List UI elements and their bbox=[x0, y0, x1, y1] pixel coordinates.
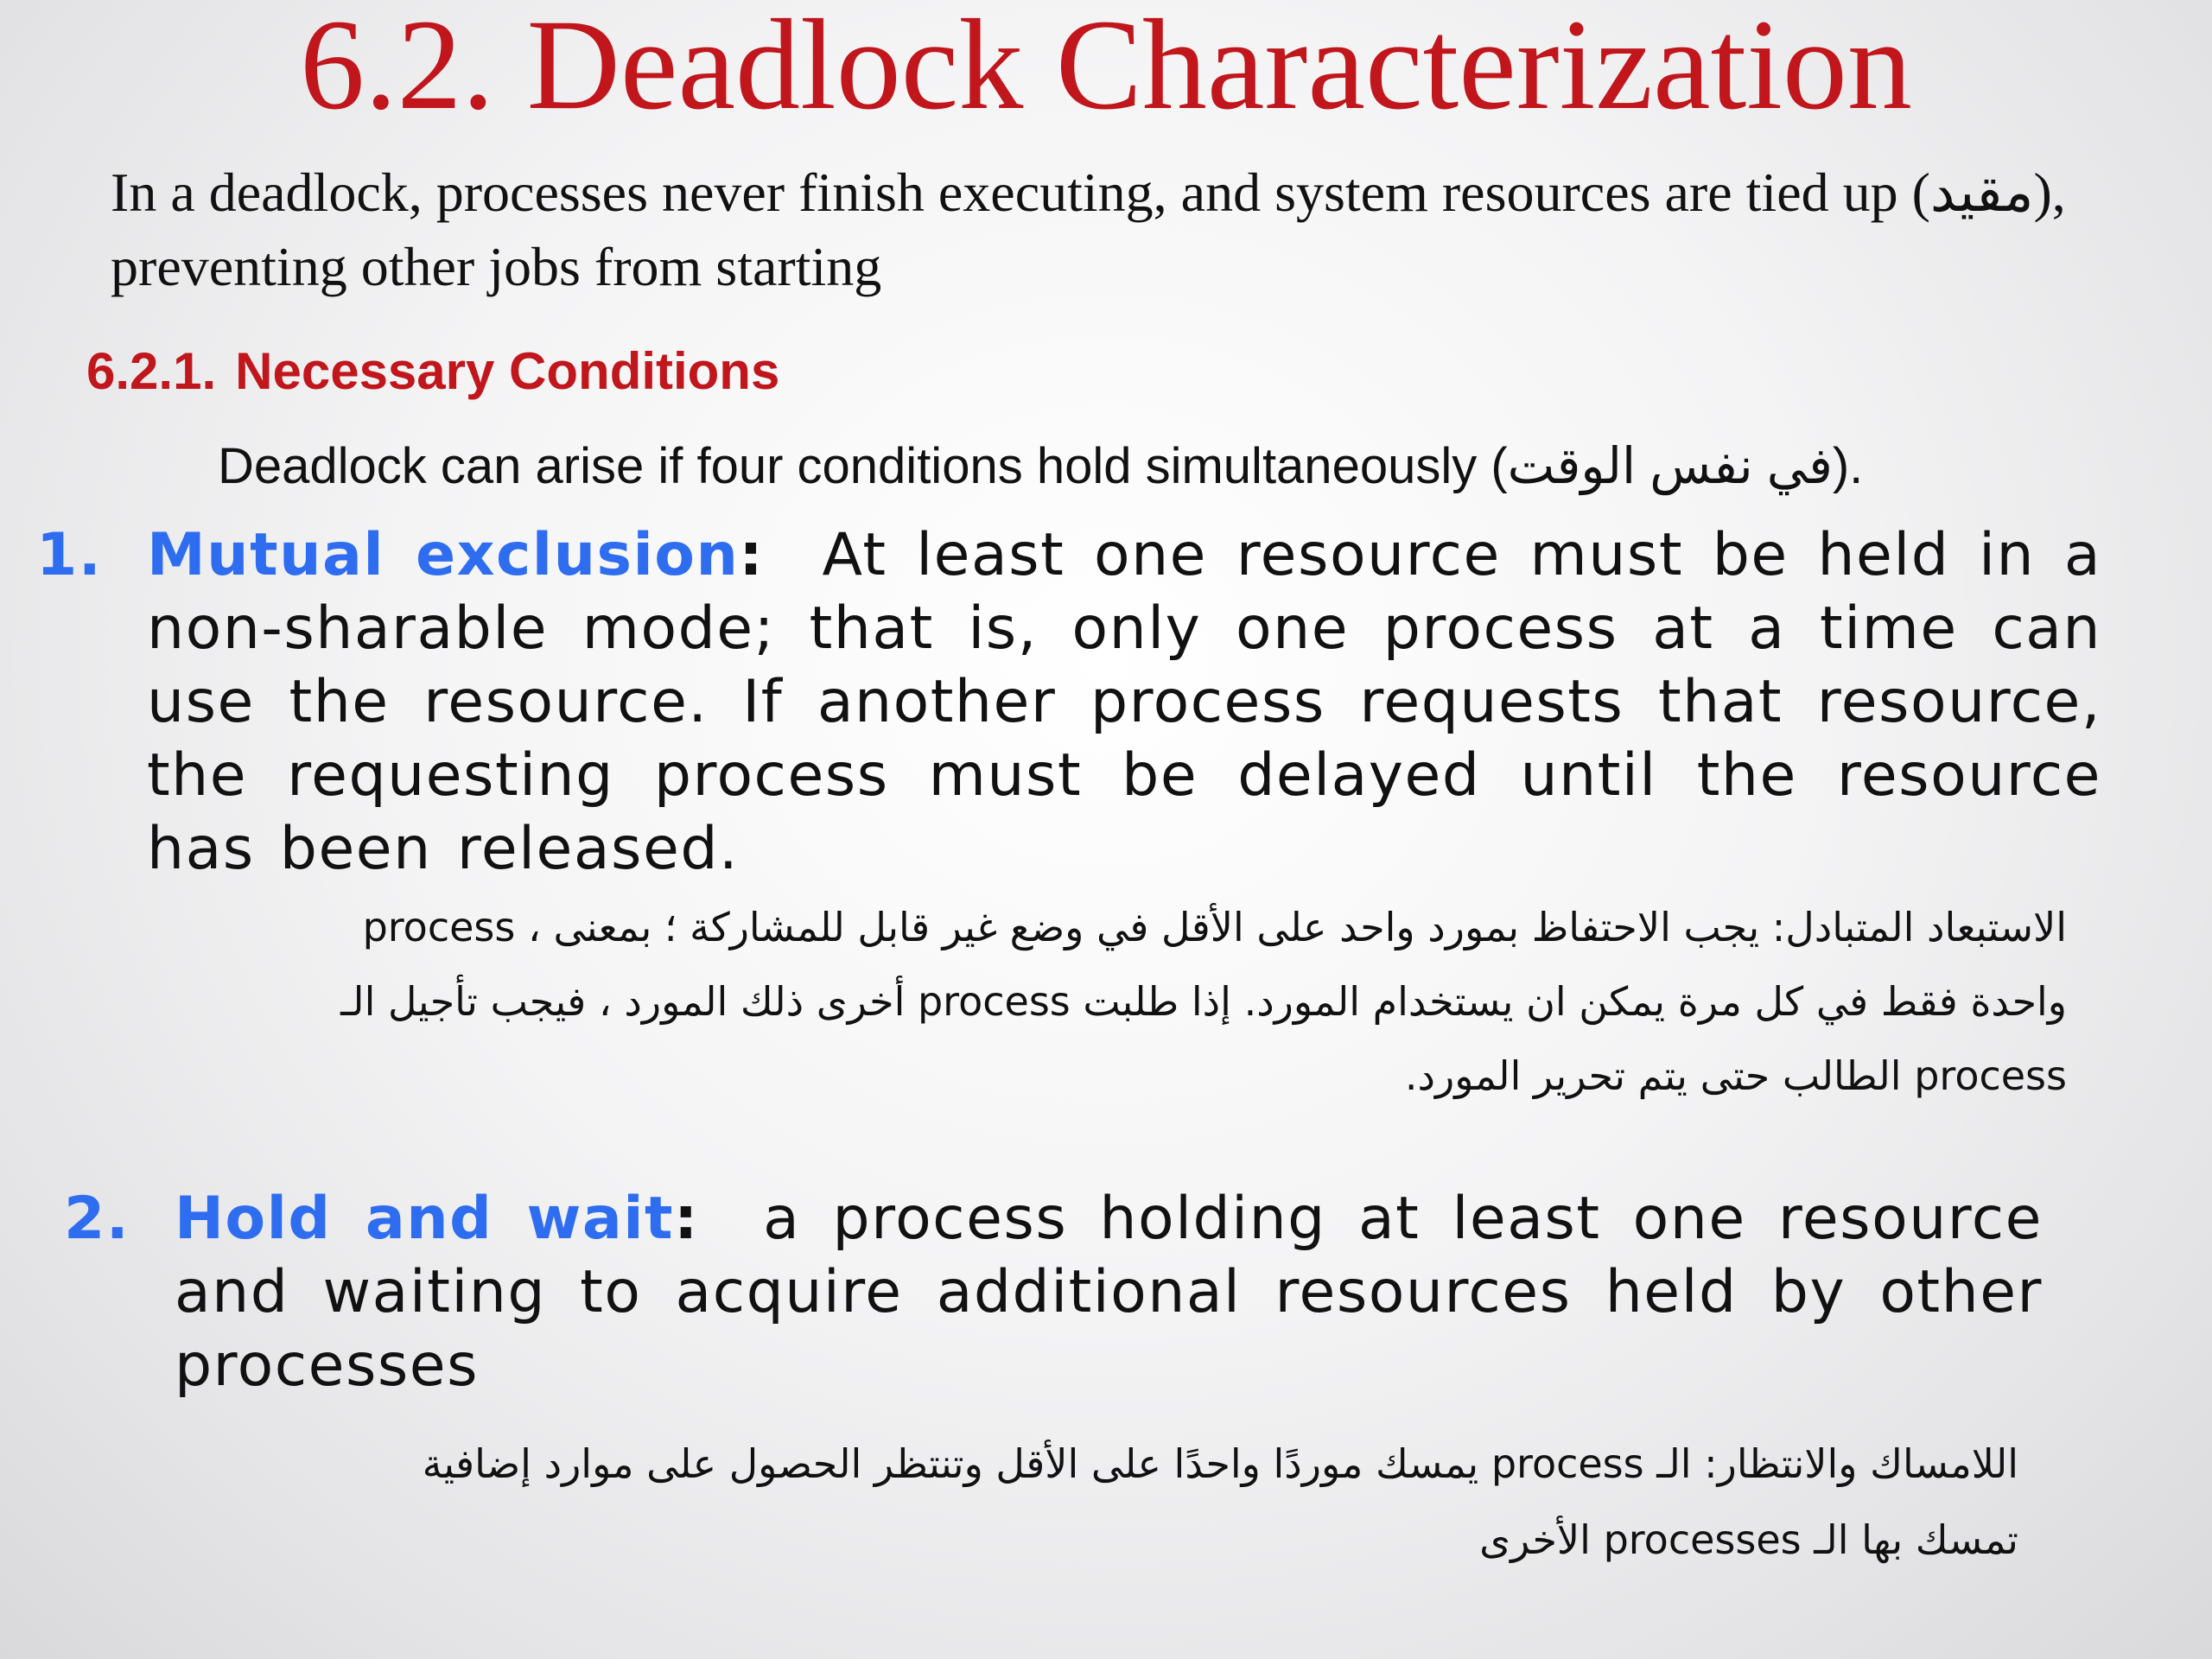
section-heading bbox=[86, 337, 779, 406]
list-marker: 2. bbox=[64, 1185, 130, 1253]
term-colon: : bbox=[674, 1185, 699, 1253]
arabic-line: اللامساك والانتظار: الـ process يمسك موردًا واحدًا على الأقل وتنتظر الحصول على موارد إضافية bbox=[422, 1440, 2018, 1487]
section-title: Necessary Conditions bbox=[235, 342, 780, 400]
condition-text: a process holding at least one resource and waiting to acquire additional resources held by other processes bbox=[175, 1185, 2043, 1400]
arabic-line: process الطالب حتى يتم تحرير المورد. bbox=[1404, 1052, 2067, 1099]
arabic-translation-mutual-exclusion bbox=[242, 890, 2067, 1113]
slide-title: 6.2. Deadlock Characterization bbox=[300, 0, 1912, 137]
arabic-line: تمسك بها الـ processes الأخرى bbox=[1479, 1516, 2018, 1563]
condition-text: At least one resource must be held in a non-sharable mode; that is, only one process at a time can use the resource. If another process requests that resource, the requesting process must be delayed until the resource has been released. bbox=[147, 521, 2102, 883]
section-number: 6.2.1. bbox=[86, 342, 217, 400]
list-marker: 1. bbox=[36, 521, 103, 589]
condition-mutual-exclusion bbox=[36, 518, 2102, 886]
condition-hold-and-wait bbox=[64, 1182, 2043, 1402]
condition-term: Mutual exclusion bbox=[147, 521, 740, 589]
arabic-translation-hold-and-wait bbox=[259, 1426, 2018, 1578]
condition-term: Hold and wait bbox=[175, 1185, 675, 1253]
arabic-line: الاستبعاد المتبادل: يجب الاحتفاظ بمورد واحد على الأقل في وضع غير قابل للمشاركة ؛ بمعنى ، process bbox=[362, 904, 2067, 950]
arabic-line: واحدة فقط في كل مرة يمكن ان يستخدام المورد. إذا طلبت process أخرى ذلك المورد ، فيجب تأجيل الـ bbox=[340, 978, 2067, 1025]
term-colon: : bbox=[739, 521, 765, 589]
intro-paragraph: In a deadlock, processes never finish executing, and system resources are tied up (مقيد), preventing other jobs from starting bbox=[111, 162, 2066, 297]
conditions-statement: Deadlock can arise if four conditions hold simultaneously (في نفس الوقت). bbox=[218, 438, 1864, 494]
